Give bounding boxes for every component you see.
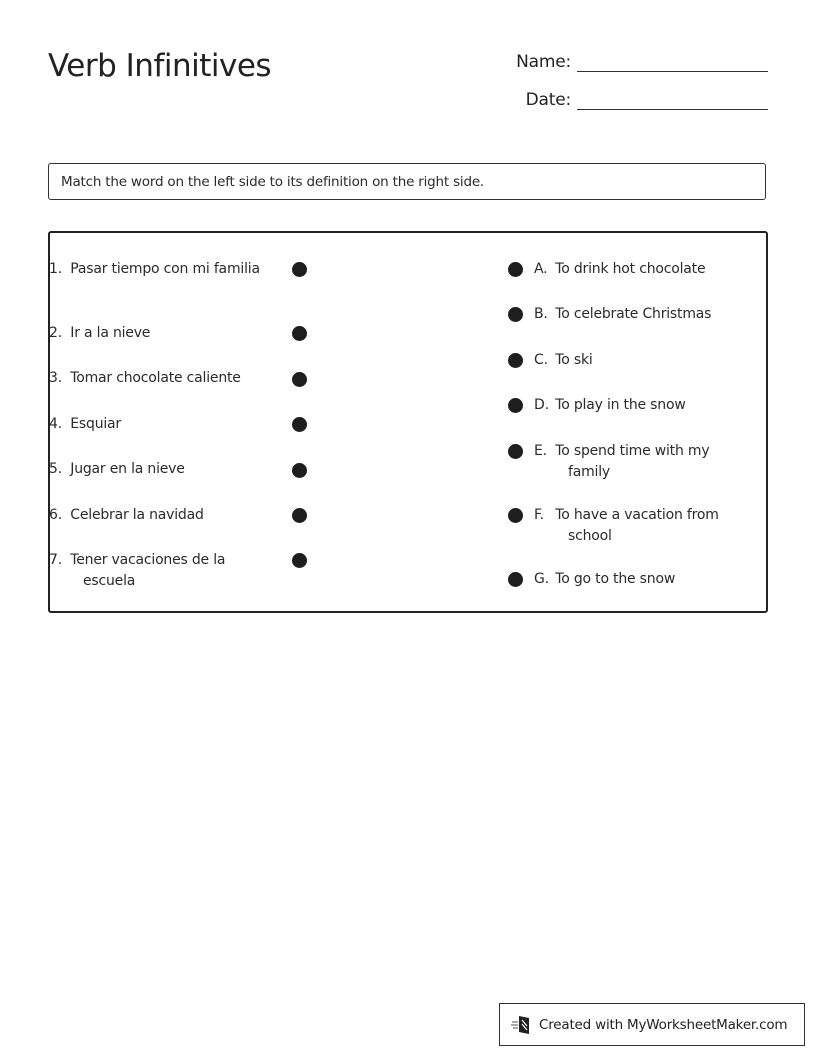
instructions-box: Match the word on the left side to its definition on the right side.	[48, 163, 766, 200]
footer-credit-text: Created with MyWorksheetMaker.com	[539, 1016, 788, 1033]
right-match-dot-e[interactable]	[508, 444, 523, 459]
left-match-dot-5[interactable]	[292, 463, 307, 478]
right-match-dot-b[interactable]	[508, 307, 523, 322]
left-match-dot-6[interactable]	[292, 508, 307, 523]
left-item-1: 1. Pasar tiempo con mi familia	[49, 261, 260, 277]
date-field	[526, 90, 768, 110]
matching-section	[48, 231, 768, 613]
left-match-dot-2[interactable]	[292, 326, 307, 341]
right-item-c: C. To ski	[534, 352, 593, 368]
left-item-7: 7. Tener vacaciones de la escuela	[49, 552, 226, 589]
right-item-e: E. To spend time with my family	[534, 443, 710, 480]
date-blank-line[interactable]	[577, 91, 768, 110]
page-title: Verb Infinitives	[48, 48, 272, 84]
right-item-b: B. To celebrate Christmas	[534, 306, 712, 322]
footer-credit[interactable]	[499, 1003, 805, 1046]
left-item-2: 2. Ir a la nieve	[49, 325, 151, 341]
worksheet-maker-logo-icon	[511, 1014, 533, 1036]
right-item-f: F. To have a vacation from school	[534, 507, 719, 544]
name-label: Name:	[516, 52, 571, 72]
left-match-dot-7[interactable]	[292, 553, 307, 568]
left-item-3: 3. Tomar chocolate caliente	[49, 370, 241, 386]
right-match-dot-g[interactable]	[508, 572, 523, 587]
right-item-g: G. To go to the snow	[534, 571, 676, 587]
left-item-4: 4. Esquiar	[49, 416, 121, 432]
right-match-dot-a[interactable]	[508, 262, 523, 277]
right-item-d: D. To play in the snow	[534, 397, 686, 413]
left-match-dot-3[interactable]	[292, 372, 307, 387]
right-match-dot-c[interactable]	[508, 353, 523, 368]
left-match-dot-1[interactable]	[292, 262, 307, 277]
left-item-5: 5. Jugar en la nieve	[49, 461, 185, 477]
left-match-dot-4[interactable]	[292, 417, 307, 432]
right-match-dot-f[interactable]	[508, 508, 523, 523]
right-match-dot-d[interactable]	[508, 398, 523, 413]
name-field	[516, 52, 768, 72]
date-label: Date:	[525, 90, 571, 110]
right-item-a: A. To drink hot chocolate	[534, 261, 706, 277]
left-item-6: 6. Celebrar la navidad	[49, 507, 204, 523]
name-blank-line[interactable]	[577, 53, 768, 72]
